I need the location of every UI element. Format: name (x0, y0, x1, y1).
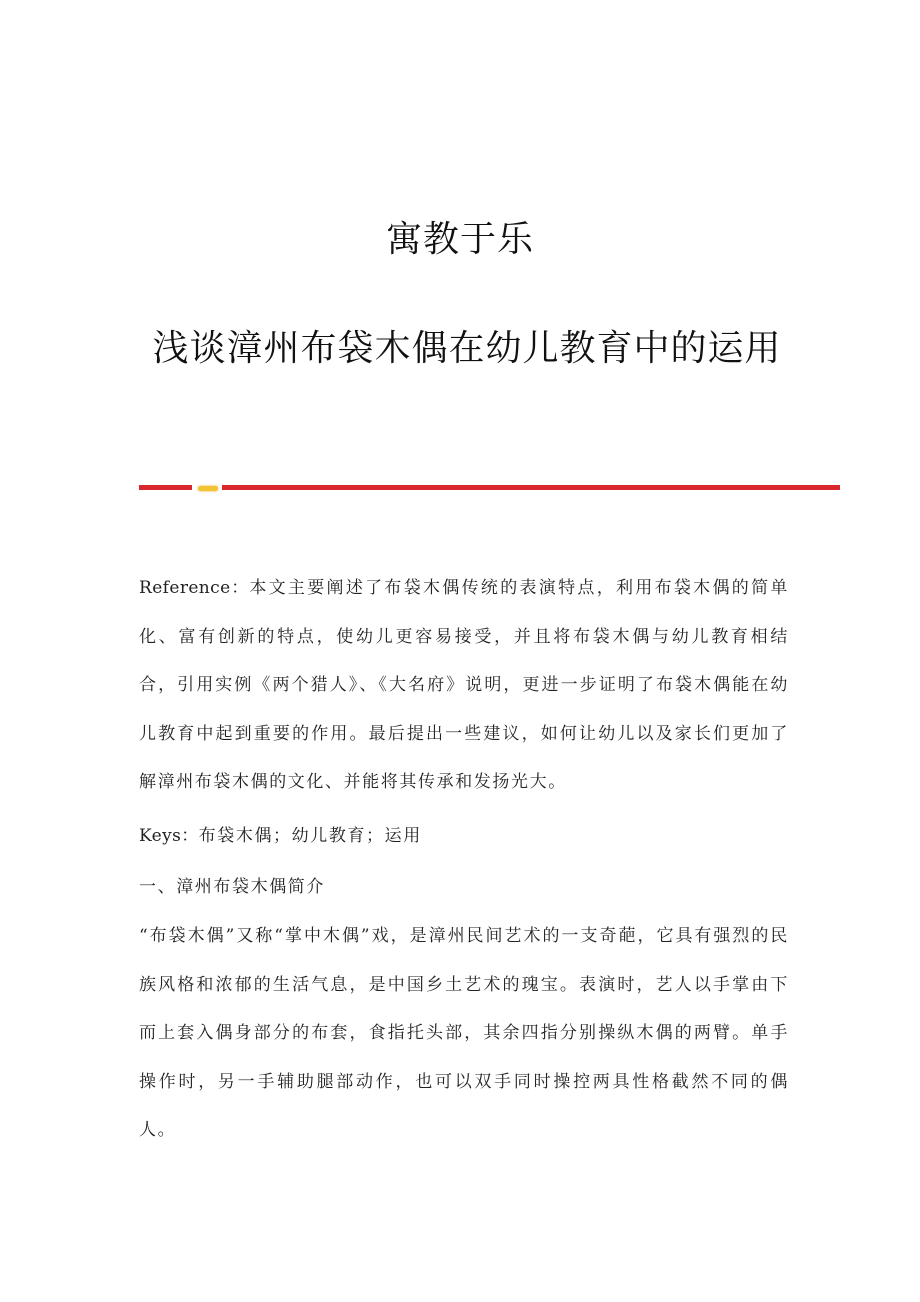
document-title: 寓教于乐 (385, 219, 534, 260)
section-1-body-block (139, 912, 789, 1155)
section-paragraph: “布袋木偶”又称“掌中木偶”戏，是漳州民间艺术的一支奇葩，它具有强烈的民族风格和浓郁的生活气息，是中国乡土艺术的瑰宝。表演时，艺人以手掌由下而上套入偶身部分的布套，食指托头部，其余四指分别操纵木偶的两臂。单手操作时，另一手辅助腿部动作，也可以双手同时操控两具性格截然不同的偶人。 (139, 926, 789, 1140)
document-subtitle: 浅谈漳州布袋木偶在幼儿教育中的运用 (152, 328, 782, 369)
section-heading: 一、漳州布袋木偶简介 (139, 877, 325, 897)
section-1-heading-block (139, 863, 789, 912)
abstract-paragraph (139, 564, 789, 807)
keywords-label: Keys： (139, 826, 199, 846)
divider-line-right (222, 485, 840, 490)
abstract-text: 本文主要阐述了布袋木偶传统的表演特点，利用布袋木偶的简单化、富有创新的特点，使幼儿更容易接受，并且将布袋木偶与幼儿教育相结合，引用实例《两个猎人》、《大名府》说明，更进一步证明了布袋木偶能在幼儿教育中起到重要的作用。最后提出一些建议，如何让幼儿以及家长们更加了解漳州布袋木偶的文化、并能将其传承和发扬光大。 (139, 578, 789, 792)
title-divider (0, 485, 920, 490)
keywords-block (139, 812, 789, 861)
abstract-block (139, 564, 789, 807)
abstract-label: Reference： (139, 578, 250, 598)
divider-accent-ornament (198, 486, 218, 491)
keywords-paragraph (139, 812, 789, 861)
keywords-text: 布袋木偶；幼儿教育；运用 (198, 826, 422, 846)
divider-line-left (139, 485, 192, 490)
